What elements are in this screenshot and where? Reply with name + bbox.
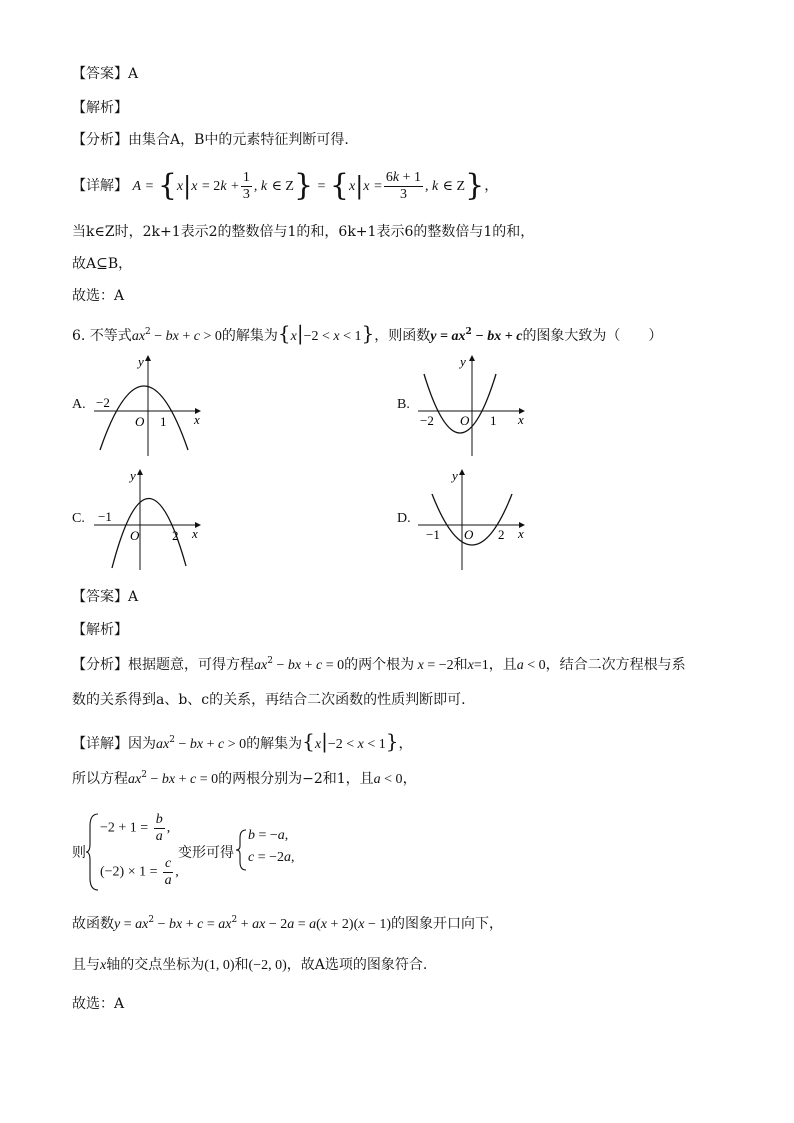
fenxi-2a-text: 【分析】根据题意，可得方程: [72, 657, 254, 673]
analysis-label-1: 【解析】: [72, 100, 128, 116]
question-text-c: ，则函数: [374, 328, 431, 344]
fenxi-line-2a: 【分析】根据题意，可得方程$ax^2$ − bx + c = 0的两个根为 x = −2和x=1，且a < 0，结合二次方程根与系: [72, 656, 686, 673]
suoyi-b-text: 的两根分别为−2和1，且: [218, 771, 374, 787]
origin-c: O: [130, 528, 140, 543]
y-label-a: y: [138, 354, 144, 369]
when-line: 当k∈Z时，2k+1表示2的整数倍与1的和，6k+1表示6的整数倍与1的和，: [72, 224, 535, 240]
ze-text: 则: [72, 845, 86, 861]
question-number: 6.: [72, 328, 86, 344]
qie-d-text: ，故A选项的图象符合.: [286, 957, 428, 973]
answer-line-1: 【答案】A: [72, 66, 139, 82]
answer-line-2: 【答案】A: [72, 589, 139, 605]
suoyi-a-text: 所以方程: [72, 771, 128, 787]
gu-line: 故A⊆B，: [72, 256, 133, 272]
x-label-a: x: [194, 412, 200, 427]
tick-a-1: 1: [160, 414, 167, 429]
graph-b[interactable]: [416, 352, 536, 462]
option-b-label[interactable]: B.: [397, 397, 410, 412]
tick-b-1: 1: [490, 413, 497, 428]
qie-c-text: 和: [234, 957, 249, 973]
tick-b-neg2: −2: [420, 413, 434, 428]
tick-d-2: 2: [498, 527, 505, 542]
y-label-b: y: [460, 354, 466, 369]
left-brace-1: [86, 812, 100, 892]
guxuan-line-1: 故选：A: [72, 288, 125, 304]
graph-c[interactable]: [92, 466, 212, 576]
xj-2a-text: 【详解】因为: [72, 736, 156, 752]
qie-line: 且与x轴的交点坐标为(1, 0)和(−2, 0)，故A选项的图象符合.: [72, 957, 428, 973]
x-label-b: x: [518, 412, 524, 427]
option-c-label[interactable]: C.: [72, 511, 85, 526]
guhanshu-b-text: 的图象开口向下，: [391, 916, 504, 932]
y-label-c: y: [130, 468, 136, 483]
fenxi-2d-text: ，且: [488, 657, 517, 673]
x-label-c: x: [192, 526, 198, 541]
question-text-a: 不等式: [89, 328, 132, 344]
fenxi-2c-text: 和: [453, 657, 468, 673]
x-label-d: x: [518, 526, 524, 541]
xiangjie-label: 【详解】: [72, 178, 128, 194]
question-6: 6. 不等式$ax^2$ − bx + c > 0的解集为{x|−2 < x < 1}，则函数$y = ax^2$ − bx + c的图象大致为（ ）: [72, 321, 663, 345]
tick-c-neg1: −1: [98, 509, 112, 524]
question-text-d: 的图象大致为（ ）: [522, 328, 663, 344]
graph-a[interactable]: [92, 352, 212, 462]
fenxi-line-1: 【分析】由集合A，B中的元素特征判断可得.: [72, 132, 349, 148]
fenxi-2b-text: 的两个根为: [344, 657, 415, 673]
tick-a-neg2: −2: [96, 395, 110, 410]
y-label-d: y: [452, 468, 458, 483]
fenxi-2e-text: ，结合二次方程根与系: [545, 657, 686, 673]
analysis-label-2: 【解析】: [72, 622, 128, 638]
question-text-b: 的解集为: [221, 328, 278, 344]
left-brace-2: [236, 828, 248, 872]
xiangjie-line-2: 【详解】因为$ax^2$ − bx + c > 0的解集为{x|−2 < x < 1}，: [72, 729, 413, 753]
graph-d[interactable]: [416, 466, 536, 576]
tick-d-neg1: −1: [426, 527, 440, 542]
qie-b-text: 轴的交点坐标为: [106, 957, 205, 973]
qie-a-text: 且与: [72, 957, 100, 973]
option-d-label[interactable]: D.: [397, 511, 411, 526]
option-a-label[interactable]: A.: [72, 397, 86, 412]
fenxi-line-2b: 数的关系得到a、b、c的关系，再结合二次函数的性质判断即可.: [72, 692, 466, 708]
tick-c-2: 2: [172, 528, 179, 543]
equation-system: 则 −2 + 1 = $\frac{b}{a}$ , (−2) × 1 = $\frac{c}{a}$ , 变形可得 b = −a, c = −2a,: [72, 812, 392, 892]
guhanshu-line: 故函数$y = ax^2$ − bx + $c = ax^2$ + ax − 2a = a(x + 2)(x − 1)的图象开口向下，: [72, 915, 504, 932]
guhanshu-a-text: 故函数: [72, 916, 114, 932]
guxuan-line-2: 故选：A: [72, 996, 125, 1012]
suoyi-line: 所以方程$ax^2$ − bx + c = 0的两根分别为−2和1，且a < 0，: [72, 770, 417, 787]
origin-d: O: [464, 527, 474, 542]
origin-a: O: [135, 414, 145, 429]
xiangjie-line-1: 【详解】 A = {x|x = 2k + $\frac{1}{3}$ , k ∈ Z} = {x|x = $\frac{6k + 1}{3}$ , k ∈ Z}，: [72, 168, 499, 203]
xj-2b-text: 的解集为: [246, 736, 303, 752]
bianxing-text: 变形可得: [178, 845, 234, 861]
origin-b: O: [460, 413, 470, 428]
